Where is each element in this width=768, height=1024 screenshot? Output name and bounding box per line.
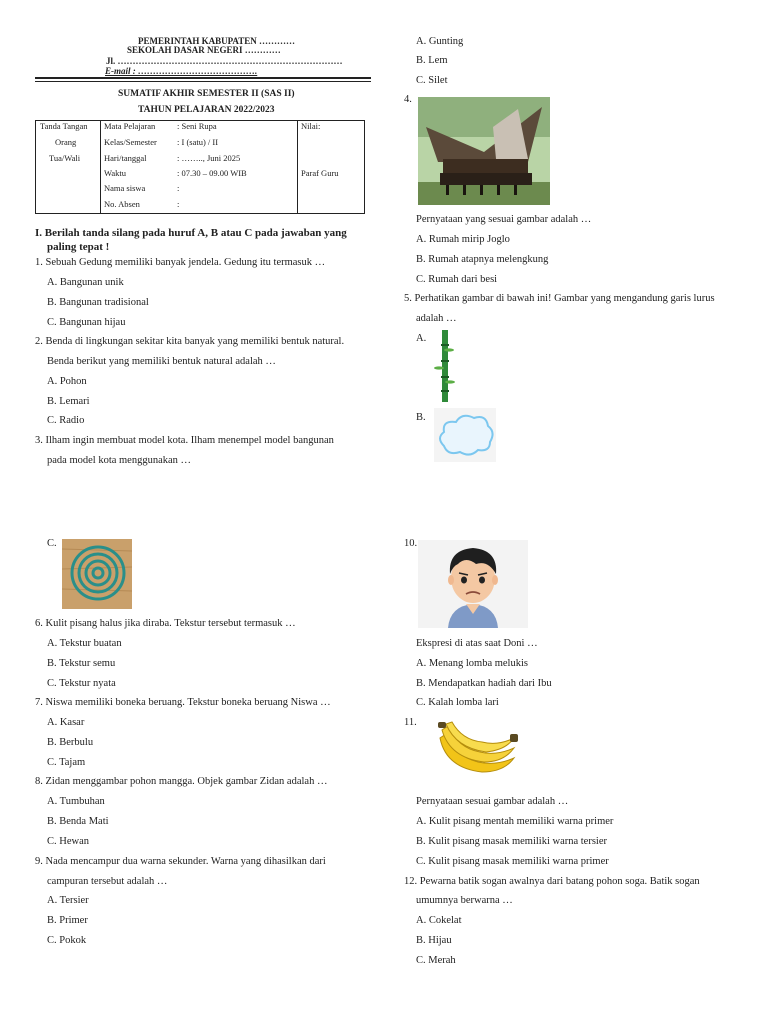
header-school: SEKOLAH DASAR NEGERI ………… xyxy=(127,45,281,55)
mosquito-coil-image xyxy=(62,539,132,609)
question-text: campuran tersebut adalah … xyxy=(47,876,168,887)
info-divider-1 xyxy=(100,120,101,213)
answer-option: A. Kulit pisang mentah memiliki warna primer xyxy=(416,816,614,827)
question-text: 2. Benda di lingkungan sekitar kita banyak yang memiliki bentuk natural. xyxy=(35,336,345,347)
question-number: 11. xyxy=(404,717,417,728)
answer-option: A. xyxy=(416,333,427,344)
answer-option: B. xyxy=(416,412,426,423)
question-number: 4. xyxy=(404,94,412,105)
answer-option: A. Cokelat xyxy=(416,915,462,926)
question-text: Ekspresi di atas saat Doni … xyxy=(416,638,538,649)
answer-option: B. Mendapatkan hadiah dari Ibu xyxy=(416,678,552,689)
info-label: Waktu xyxy=(104,168,126,178)
answer-option: B. Hijau xyxy=(416,935,452,946)
question-text: 8. Zidan menggambar pohon mangga. Objek gambar Zidan adalah … xyxy=(35,776,328,787)
question-text: 3. Ilham ingin membuat model kota. Ilham menempel model bangunan xyxy=(35,435,334,446)
answer-option: C. Pokok xyxy=(47,935,87,946)
answer-option: C. xyxy=(47,538,57,549)
sig-label-3: Tua/Wali xyxy=(49,153,81,163)
answer-option: B. Berbulu xyxy=(47,737,94,748)
exam-title: SUMATIF AKHIR SEMESTER II (SAS II) xyxy=(118,89,295,99)
info-table xyxy=(35,120,365,214)
question-text: Benda berikut yang memiliki bentuk natural adalah … xyxy=(47,356,276,367)
question-number: 10. xyxy=(404,538,418,549)
answer-option: C. Kalah lomba lari xyxy=(416,697,499,708)
info-divider-2 xyxy=(297,120,298,213)
answer-option: A. Tumbuhan xyxy=(47,796,105,807)
answer-option: A. Pohon xyxy=(47,376,87,387)
header-rule xyxy=(35,77,371,79)
info-label: Kelas/Semester xyxy=(104,137,157,147)
info-value: : xyxy=(177,199,180,209)
info-value: : xyxy=(177,183,180,193)
answer-option: C. Rumah dari besi xyxy=(416,274,498,285)
info-label: Mata Pelajaran xyxy=(104,121,156,131)
header-rule-thin xyxy=(35,81,371,82)
sig-label-2: Orang xyxy=(55,137,77,147)
answer-option: B. Tekstur semu xyxy=(47,658,116,669)
answer-option: A. Tekstur buatan xyxy=(47,638,122,649)
question-text: 7. Niswa memiliki boneka beruang. Tekstur boneka beruang Niswa … xyxy=(35,697,331,708)
answer-option: A. Kasar xyxy=(47,717,85,728)
header-gov: PEMERINTAH KABUPATEN ………… xyxy=(138,36,296,46)
answer-option: B. Primer xyxy=(47,915,88,926)
answer-option: B. Rumah atapnya melengkung xyxy=(416,254,549,265)
answer-option: C. Hewan xyxy=(47,836,89,847)
question-text: 1. Sebuah Gedung memiliki banyak jendela. Gedung itu termasuk … xyxy=(35,257,326,268)
banana-image xyxy=(434,720,520,784)
cloud-image xyxy=(434,408,496,462)
section-instruction: I. Berilah tanda silang pada huruf A, B atau C pada jawaban yang xyxy=(35,227,347,239)
answer-option: B. Benda Mati xyxy=(47,816,109,827)
answer-option: B. Lemari xyxy=(47,396,90,407)
section-instruction-2: paling tepat ! xyxy=(47,241,110,253)
traditional-house-image xyxy=(418,97,550,205)
info-label: Hari/tanggal xyxy=(104,153,147,163)
paraf-label: Paraf Guru xyxy=(301,168,339,178)
answer-option: B. Kulit pisang masak memiliki warna tersier xyxy=(416,836,607,847)
answer-option: C. Tekstur nyata xyxy=(47,678,116,689)
question-text: 6. Kulit pisang halus jika diraba. Tekstur tersebut termasuk … xyxy=(35,618,296,629)
info-value: : …….., Juni 2025 xyxy=(177,153,241,163)
question-text: Pernyataan sesuai gambar adalah … xyxy=(416,796,569,807)
answer-option: C. Radio xyxy=(47,415,85,426)
answer-option: B. Lem xyxy=(416,55,448,66)
answer-option: A. Menang lomba melukis xyxy=(416,658,528,669)
answer-option: A. Tersier xyxy=(47,895,89,906)
question-text: 12. Pewarna batik sogan awalnya dari batang pohon soga. Batik sogan xyxy=(404,876,700,887)
nilai-label: Nilai: xyxy=(301,121,321,131)
info-value: : Seni Rupa xyxy=(177,121,217,131)
answer-option: A. Rumah mirip Joglo xyxy=(416,234,510,245)
header-address: Jl. ………………………………………………………………… xyxy=(106,56,343,66)
info-value: : I (satu) / II xyxy=(177,137,219,147)
question-text: adalah … xyxy=(416,313,457,324)
question-text: 5. Perhatikan gambar di bawah ini! Gambar yang mengandung garis lurus xyxy=(404,293,715,304)
info-value: : 07.30 – 09.00 WIB xyxy=(177,168,247,178)
answer-option: A. Gunting xyxy=(416,36,464,47)
answer-option: C. Bangunan hijau xyxy=(47,317,126,328)
header-email: E-mail : …………………………………. xyxy=(105,66,258,76)
answer-option: C. Merah xyxy=(416,955,456,966)
answer-option: C. Kulit pisang masak memiliki warna primer xyxy=(416,856,609,867)
info-label: No. Absen xyxy=(104,199,140,209)
sad-boy-image xyxy=(418,540,528,628)
sig-label-1: Tanda Tangan xyxy=(40,121,88,131)
question-text: pada model kota menggunakan … xyxy=(47,455,192,466)
answer-option: A. Bangunan unik xyxy=(47,277,124,288)
answer-option: B. Bangunan tradisional xyxy=(47,297,149,308)
answer-option: C. Tajam xyxy=(47,757,86,768)
question-text: umumnya berwarna … xyxy=(416,895,513,906)
bamboo-image xyxy=(434,330,456,402)
info-label: Nama siswa xyxy=(104,183,146,193)
question-text: 9. Nada mencampur dua warna sekunder. Warna yang dihasilkan dari xyxy=(35,856,326,867)
exam-year: TAHUN PELAJARAN 2022/2023 xyxy=(138,105,275,115)
answer-option: C. Silet xyxy=(416,75,448,86)
question-text: Pernyataan yang sesuai gambar adalah … xyxy=(416,214,592,225)
